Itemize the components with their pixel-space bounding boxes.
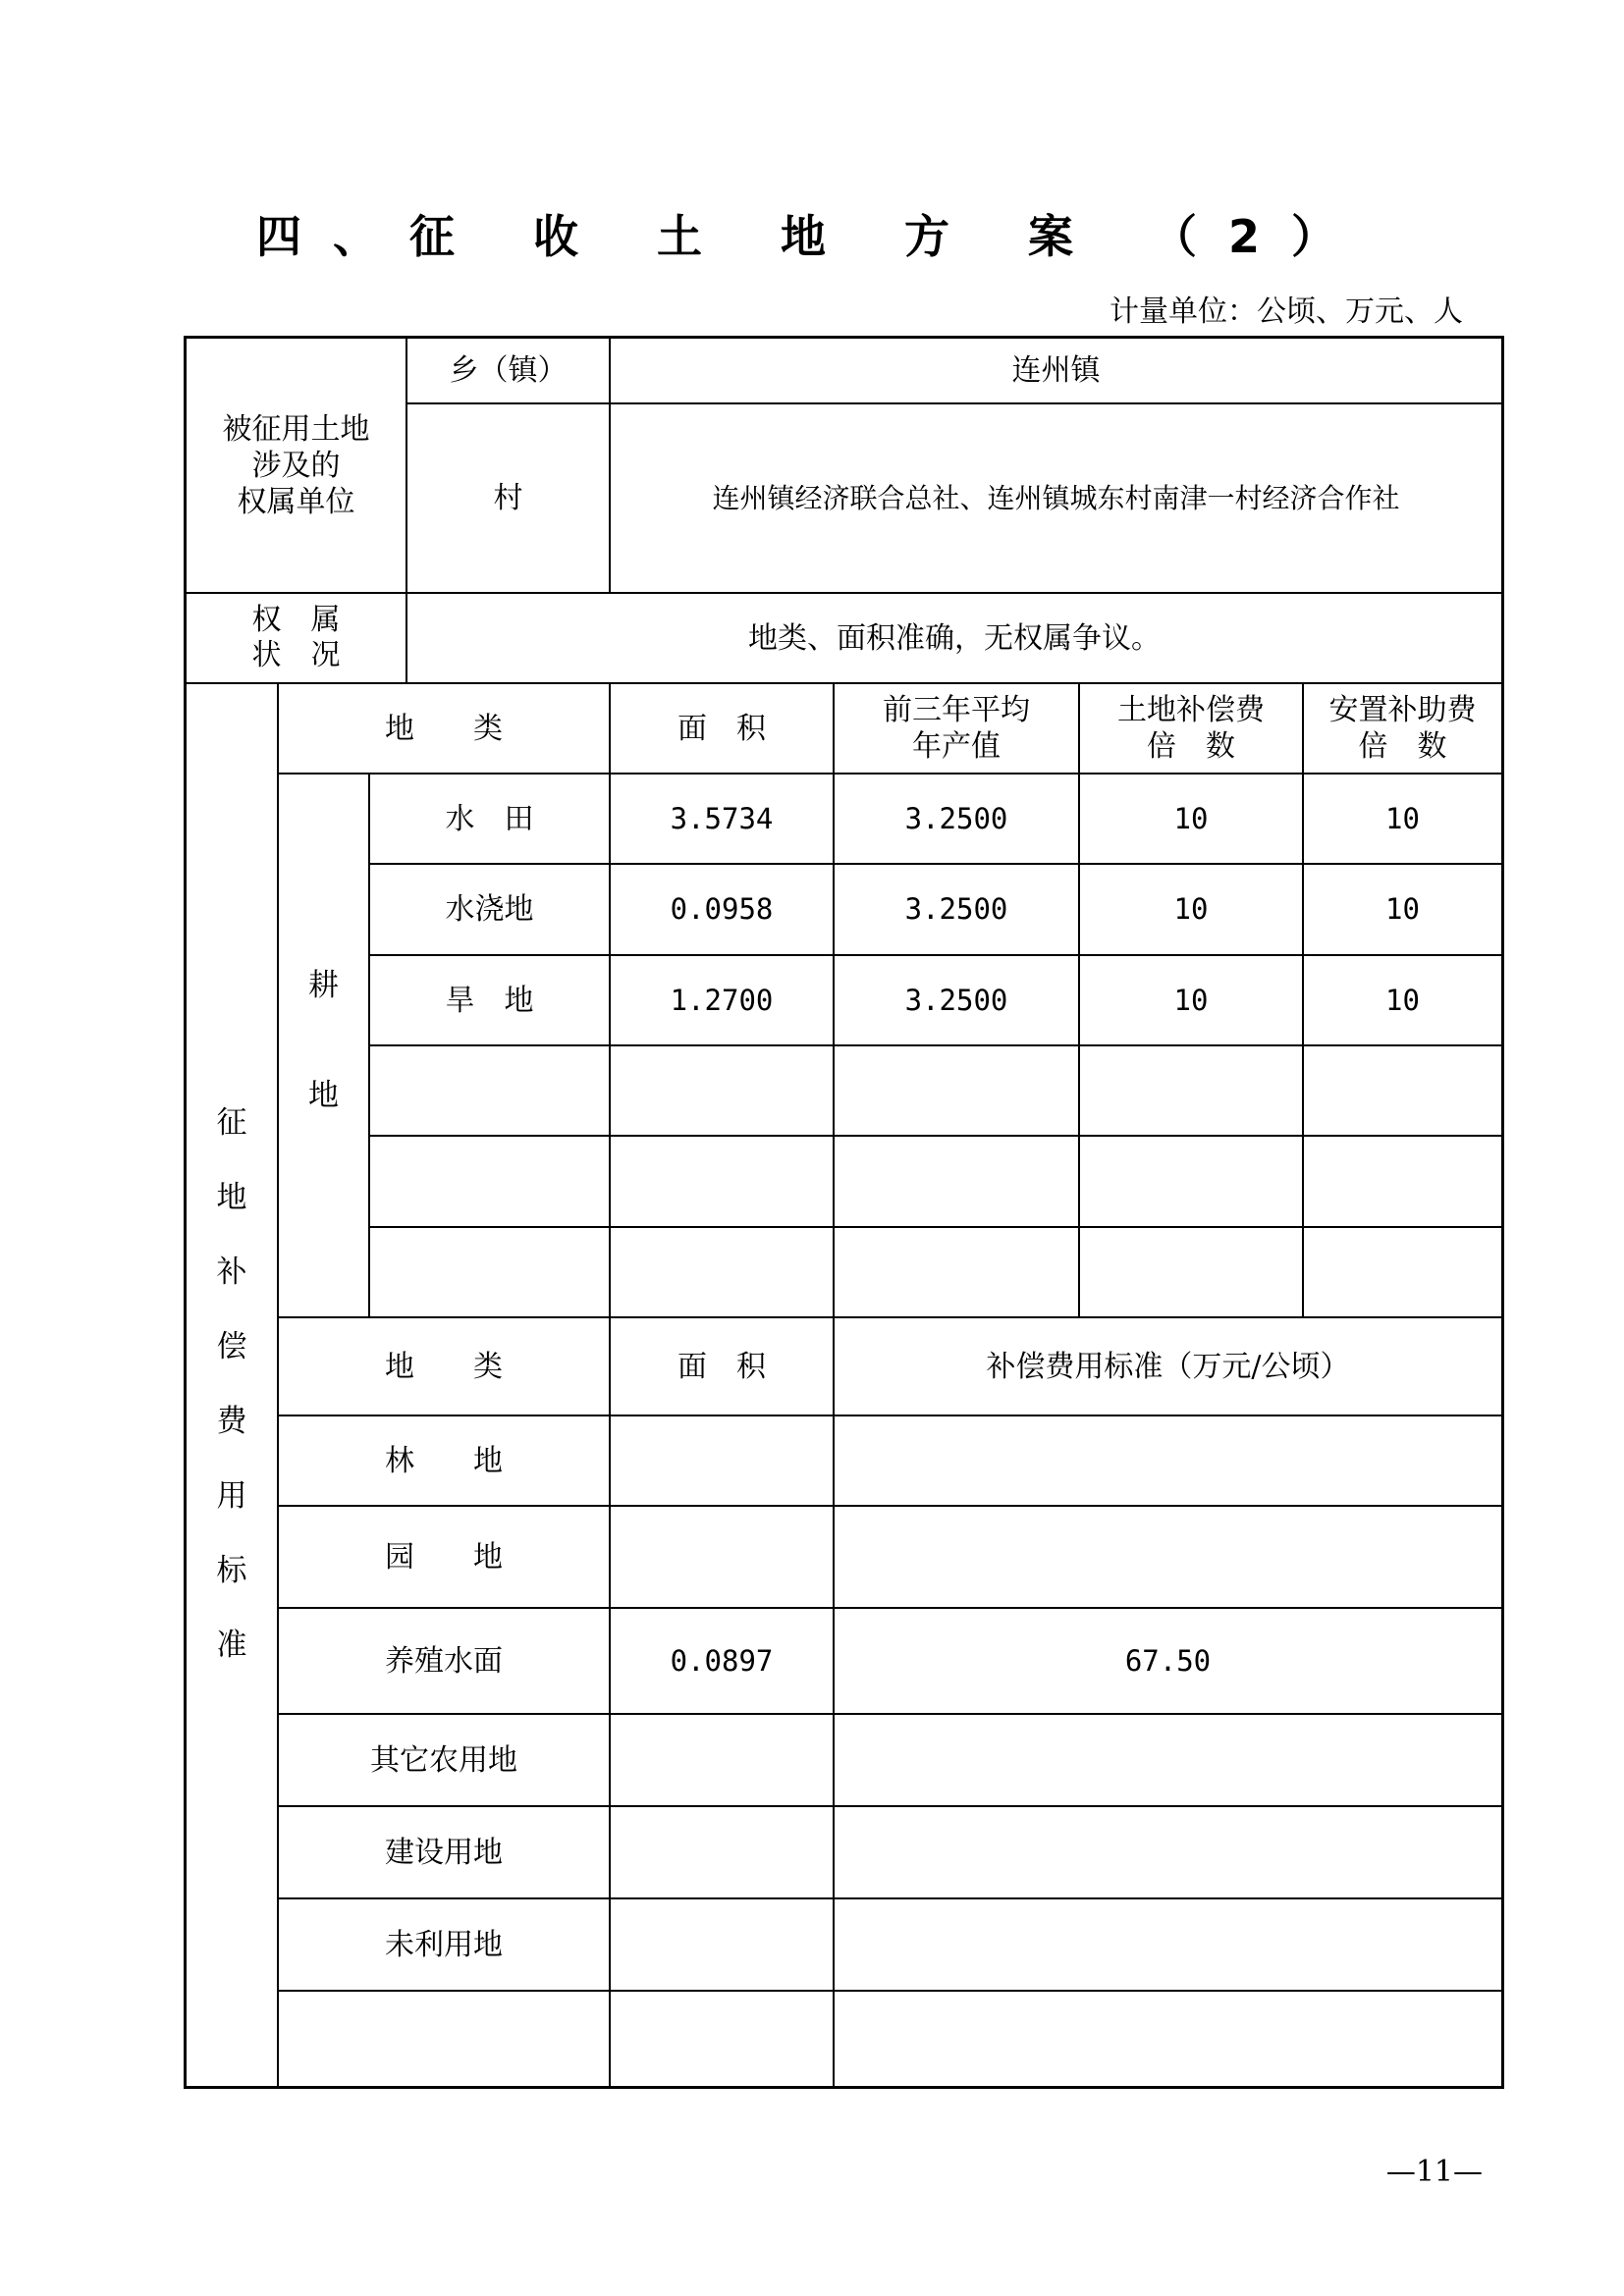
area (611, 1807, 833, 1897)
resettle-mult: 10 (1385, 801, 1420, 835)
header-line: 安置补助费 (1328, 693, 1477, 727)
land-type: 水 田 (445, 801, 534, 836)
area (611, 1416, 833, 1505)
header-resettle (1304, 684, 1501, 773)
cultivated-char: 耕 (308, 968, 339, 1003)
area (611, 1992, 833, 2086)
label-line: 权属单位 (237, 484, 355, 519)
cultivated-char: 地 (308, 1078, 339, 1113)
resettle-mult (1304, 1046, 1501, 1135)
side-char: 补 (216, 1255, 247, 1290)
village-value: 连州镇经济联合总社、连州镇城东村南津一村经济合作社 (712, 482, 1400, 514)
land-type: 其它农用地 (370, 1742, 517, 1778)
page-number: —11— (1385, 2155, 1483, 2189)
label-line: 被征用土地 (222, 411, 370, 447)
header-line: 前三年平均 (883, 693, 1030, 727)
avg-output (835, 1228, 1078, 1316)
header2-standard: 补偿费用标准（万元/公顷） (986, 1349, 1350, 1384)
header-land-comp (1080, 684, 1302, 773)
side-char: 费 (216, 1404, 247, 1439)
land-type (370, 1046, 609, 1135)
township-value: 连州镇 (1011, 353, 1101, 388)
land-comp-mult: 10 (1173, 801, 1209, 835)
header-line: 倍 数 (1358, 729, 1447, 764)
area (611, 1715, 833, 1805)
page-title: 四、征 收 土 地 方 案 （2） (255, 210, 1369, 263)
avg-output (835, 1137, 1078, 1226)
avg-output: 3.2500 (904, 892, 1008, 926)
standard (835, 1807, 1501, 1897)
village-label: 村 (493, 481, 523, 515)
standard (835, 1507, 1501, 1607)
area: 1.2700 (670, 983, 774, 1017)
area (611, 1228, 833, 1316)
standard (835, 1992, 1501, 2086)
avg-output (835, 1046, 1078, 1135)
area (611, 1507, 833, 1607)
land-comp-mult (1080, 1046, 1302, 1135)
header-avg-output (835, 684, 1078, 773)
land-comp-mult (1080, 1228, 1302, 1316)
side-char: 地 (216, 1180, 247, 1215)
ownership-status-value: 地类、面积准确，无权属争议。 (748, 620, 1161, 656)
area (611, 1046, 833, 1135)
land-comp-mult (1080, 1137, 1302, 1226)
area: 0.0958 (670, 892, 774, 926)
land-type: 水浇地 (445, 892, 534, 927)
land-type: 园 地 (385, 1539, 503, 1575)
side-char: 偿 (216, 1329, 247, 1364)
land-type (370, 1137, 609, 1226)
land-type (279, 1992, 609, 2086)
resettle-mult: 10 (1385, 892, 1420, 926)
ownership-units-label (187, 339, 406, 592)
avg-output: 3.2500 (904, 983, 1008, 1017)
resettle-mult (1304, 1137, 1501, 1226)
avg-output: 3.2500 (904, 801, 1008, 835)
side-char: 用 (216, 1478, 247, 1514)
unit-label: 计量单位：公顷、万元、人 (1110, 294, 1463, 329)
header2-land-type: 地 类 (385, 1349, 503, 1384)
resettle-mult (1304, 1228, 1501, 1316)
standard (835, 1416, 1501, 1505)
land-type (370, 1228, 609, 1316)
cultivated-label (279, 952, 368, 1129)
side-char: 征 (216, 1105, 247, 1141)
side-char: 准 (216, 1628, 247, 1663)
label-line: 权 属 (251, 603, 341, 637)
area (611, 1137, 833, 1226)
standard: 67.50 (1124, 1643, 1212, 1678)
land-type: 未利用地 (385, 1927, 503, 1962)
header2-area: 面 积 (677, 1349, 766, 1384)
side-char: 标 (216, 1553, 247, 1588)
area: 0.0897 (670, 1643, 774, 1678)
header-land-type: 地 类 (385, 711, 503, 746)
area (611, 1899, 833, 1990)
land-type: 养殖水面 (385, 1643, 503, 1679)
header-line: 土地补偿费 (1117, 693, 1265, 727)
township-label: 乡（镇） (449, 353, 568, 388)
land-comp-mult: 10 (1173, 892, 1209, 926)
header-area: 面 积 (677, 711, 766, 746)
standard (835, 1715, 1501, 1805)
standard (835, 1899, 1501, 1990)
header-line: 倍 数 (1147, 729, 1235, 764)
land-type: 林 地 (385, 1443, 503, 1478)
ownership-status-label (187, 594, 406, 682)
land-type: 旱 地 (445, 983, 534, 1018)
land-comp-mult: 10 (1173, 983, 1209, 1017)
compensation-side-label (187, 1080, 277, 1688)
label-line: 状 况 (251, 638, 341, 672)
label-line: 涉及的 (251, 448, 341, 483)
area: 3.5734 (670, 801, 774, 835)
land-type: 建设用地 (385, 1835, 503, 1870)
resettle-mult: 10 (1385, 983, 1420, 1017)
header-line: 年产值 (912, 729, 1001, 764)
